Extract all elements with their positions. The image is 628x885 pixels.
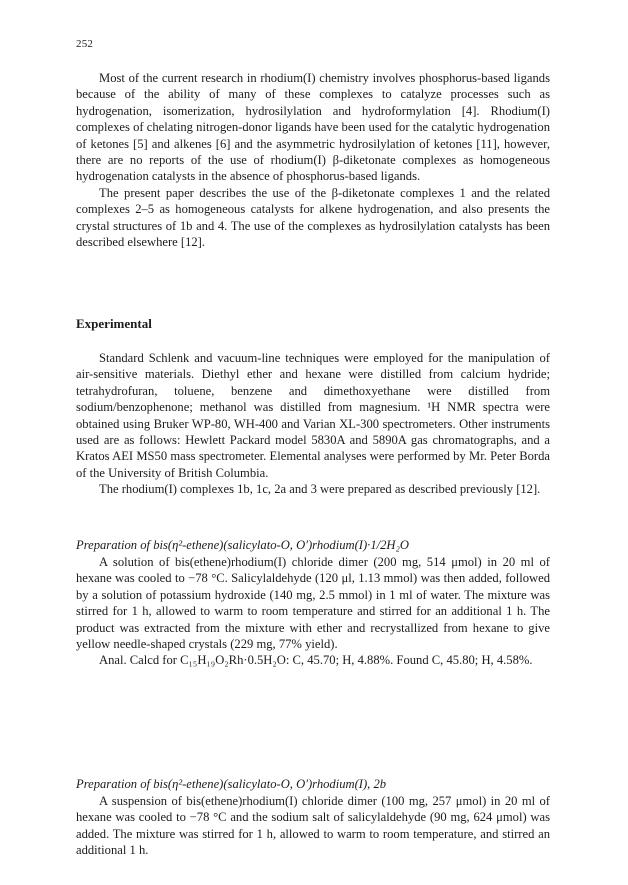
introduction-section — [76, 70, 550, 250]
experimental-heading: Experimental — [76, 316, 152, 331]
intro-paragraph-1: Most of the current research in rhodium(I) chemistry involves phosphorus-based ligands because of the ability of many of these complexes to catalyze processes such as hydrogenation, isomerization, hydrosilylation and hydroformylation [4]. Rhodium(I) complexes of chelating nitrogen-donor ligands have been used for the catalytic hydrogenation of ketones [5] and alkenes [6] and the asymmetric hydrosilylation of ketones [11], however, there are no reports of the use of rhodium(I) β-diketonate complexes as homogeneous hydrogenation catalysts in the absence of phosphorus-based ligands. — [76, 71, 550, 184]
page-number: 252 — [76, 38, 94, 50]
preparation-2-section — [76, 793, 550, 859]
intro-paragraph-2: The present paper describes the use of the β-diketonate complexes 1 and the related complexes 2–5 as homogeneous catalysts for alkene hydrogenation, and also presents the crystal structures of 1b and 4. The use of the complexes as hydrosilylation catalysts has been described elsewhere [12]. — [76, 185, 550, 250]
experimental-paragraph-1: Standard Schlenk and vacuum-line techniques were employed for the manipulation of air-sensitive materials. Diethyl ether and hexane were distilled from calcium hydride; tetrahydrofuran, toluene, benzene and dimethoxyethane were distilled from sodium/benzophenone; methanol was distilled from magnesium. ¹H NMR spectra were obtained using Bruker WP-80, WH-400 and Varian XL-300 spectrometers. Other instruments used are as follows: Hewlett Packard model 5830A and 5890A gas chromatographs, and a Kratos AEI MS50 mass spectrometer. Elemental analyses were performed by Mr. Peter Borda of the University of British Columbia. — [76, 351, 550, 480]
experimental-paragraph-2: The rhodium(I) complexes 1b, 1c, 2a and 3 were prepared as described previously [12]. — [99, 482, 541, 497]
preparation-2-paragraph: A suspension of bis(ethene)rhodium(I) chloride dimer (100 mg, 257 μmol) in 20 ml of hexane was cooled to −78 °C and the sodium salt of salicylaldehyde (90 mg, 624 μmol) was added. The mixture was stirred for 1 h, allowed to warm to room temperature, and stirred an additional 1 h. — [76, 794, 550, 858]
preparation-2-heading: Preparation of bis(η²-ethene)(salicylato-O, O′)rhodium(I), 2b — [76, 777, 387, 791]
preparation-1-heading: Preparation of bis(η²-ethene)(salicylato-O, O′)rhodium(I)·1/2H₂O — [76, 538, 409, 552]
experimental-section — [76, 350, 550, 498]
preparation-1-section — [76, 554, 550, 669]
preparation-1-paragraph: A solution of bis(ethene)rhodium(I) chloride dimer (200 mg, 514 μmol) in 20 ml of hexane was cooled to −78 °C. Salicylaldehyde (120 μl, 1.13 mmol) was then added, followed by a solution of potassium hydroxide (140 mg, 2.5 mmol) in 1 ml of water. The mixture was stirred for 1 h, allowed to warm to room temperature and stirred for an additional 1 h. The product was extracted from the mixture with ether and recrystallized from hexane to give yellow needle-shaped crystals (229 mg, 77% yield). — [76, 555, 550, 652]
preparation-1-analysis: Anal. Calcd for C₁₅H₁₉O₂Rh·0.5H₂O: C, 45.70; H, 4.88%. Found C, 45.80; H, 4.58%. — [99, 653, 533, 668]
